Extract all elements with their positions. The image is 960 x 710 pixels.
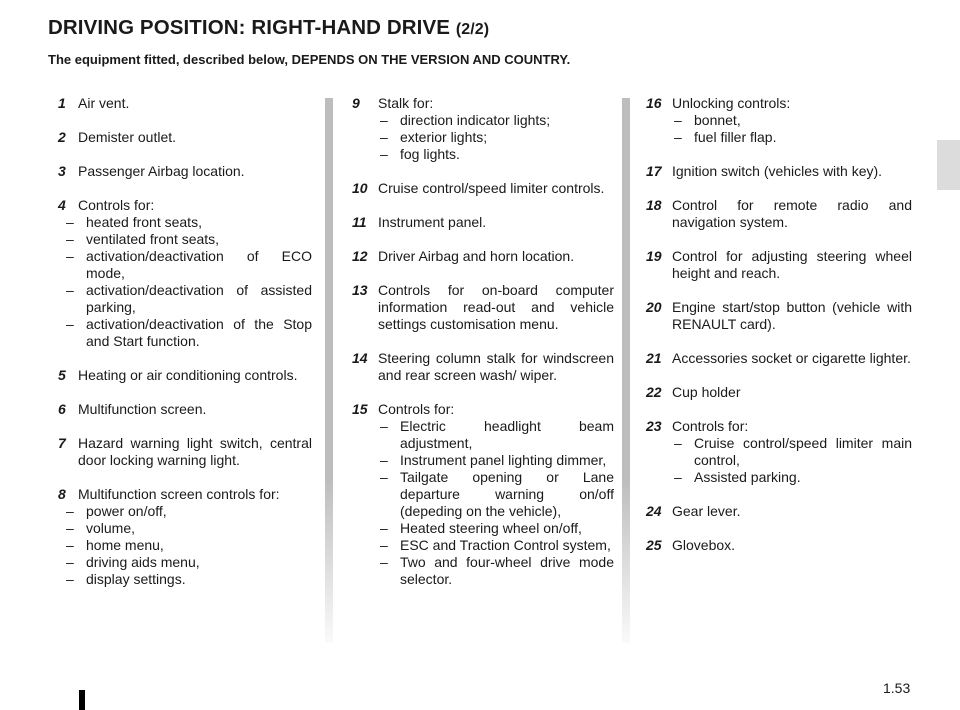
- legend-subitem-text: power on/off,: [86, 503, 167, 519]
- dash-bullet: –: [66, 248, 74, 264]
- legend-text: Driver Airbag and horn location.: [378, 248, 575, 264]
- legend-item: [646, 384, 912, 401]
- legend-subitem: [352, 554, 614, 588]
- legend-column-3: [646, 95, 912, 571]
- legend-text: Steering column stalk for windscreen and rear screen wash/ wiper.: [378, 350, 614, 383]
- legend-item: [646, 418, 912, 486]
- legend-number: 14: [352, 350, 368, 366]
- legend-subitem: [352, 520, 614, 537]
- legend-number: 5: [58, 367, 66, 383]
- legend-number: 10: [352, 180, 368, 196]
- legend-item: [58, 129, 312, 146]
- legend-text: Cup holder: [672, 384, 741, 400]
- legend-subitem-text: Two and four-wheel drive mode selector.: [400, 554, 614, 587]
- legend-subitem-text: Cruise control/speed limiter main control,: [694, 435, 912, 468]
- legend-number: 18: [646, 197, 662, 213]
- legend-subitem: [58, 231, 312, 248]
- legend-subitem-text: fog lights.: [400, 146, 460, 162]
- legend-text: Glovebox.: [672, 537, 736, 553]
- legend-item-head: [58, 367, 312, 384]
- dash-bullet: –: [66, 503, 74, 519]
- dash-bullet: –: [66, 282, 74, 298]
- legend-subitem: [58, 520, 312, 537]
- legend-text: Stalk for:: [378, 95, 434, 111]
- legend-subitem-text: Heated steering wheel on/off,: [400, 520, 582, 536]
- page-subtitle: The equipment fitted, described below, DEPENDS ON THE VERSION AND COUNTRY.: [48, 52, 571, 67]
- legend-subitem-text: fuel filler flap.: [694, 129, 777, 145]
- dash-bullet: –: [66, 214, 74, 230]
- legend-item: [352, 350, 614, 384]
- page-number: 1.53: [883, 680, 911, 696]
- legend-subitem: [58, 503, 312, 520]
- legend-subitem: [58, 248, 312, 282]
- legend-subitem-text: driving aids menu,: [86, 554, 200, 570]
- legend-number: 4: [58, 197, 66, 213]
- legend-item-head: [58, 129, 312, 146]
- legend-item-head: [646, 503, 912, 520]
- legend-item: [646, 350, 912, 367]
- legend-subitem-text: volume,: [86, 520, 136, 536]
- legend-subitem-text: activation/deactivation of ECO mode,: [86, 248, 312, 281]
- legend-number: 15: [352, 401, 368, 417]
- legend-item-head: [352, 214, 614, 231]
- legend-item: [352, 401, 614, 588]
- legend-text: Multifunction screen controls for:: [78, 486, 280, 502]
- legend-text: Ignition switch (vehicles with key).: [672, 163, 883, 179]
- dash-bullet: –: [380, 469, 388, 485]
- legend-number: 2: [58, 129, 66, 145]
- page-title: [48, 16, 489, 40]
- legend-item: [58, 367, 312, 384]
- legend-subitem: [58, 537, 312, 554]
- legend-number: 1: [58, 95, 66, 111]
- dash-bullet: –: [380, 112, 388, 128]
- legend-column-1: [58, 95, 312, 605]
- legend-item-head: [352, 248, 614, 265]
- legend-number: 9: [352, 95, 360, 111]
- legend-subitem-text: home menu,: [86, 537, 164, 553]
- legend-text: Heating or air conditioning controls.: [78, 367, 298, 383]
- column-divider-1: [325, 98, 333, 643]
- legend-subitem: [58, 554, 312, 571]
- legend-number: 6: [58, 401, 66, 417]
- legend-item-head: [352, 180, 614, 197]
- legend-item-head: [646, 384, 912, 401]
- legend-item: [352, 180, 614, 197]
- legend-subitem: [352, 418, 614, 452]
- legend-number: 7: [58, 435, 66, 451]
- legend-subitem-text: heated front seats,: [86, 214, 202, 230]
- legend-item-head: [352, 350, 614, 384]
- legend-subitem-text: Tailgate opening or Lane departure warning on/off (depeding on the vehicle),: [400, 469, 614, 519]
- dash-bullet: –: [380, 520, 388, 536]
- legend-item: [646, 537, 912, 554]
- column-divider-2: [622, 98, 630, 643]
- legend-item-head: [646, 248, 912, 282]
- legend-item-head: [58, 197, 312, 214]
- legend-subitem: [646, 112, 912, 129]
- legend-item: [646, 95, 912, 146]
- legend-text: Unlocking controls:: [672, 95, 791, 111]
- title-text: DRIVING POSITION: RIGHT-HAND DRIVE: [48, 16, 451, 39]
- legend-item-head: [646, 418, 912, 435]
- legend-item-head: [58, 435, 312, 469]
- legend-item-head: [646, 537, 912, 554]
- title-suffix: (2/2): [455, 21, 490, 38]
- legend-item: [352, 282, 614, 333]
- legend-item-head: [58, 95, 312, 112]
- dash-bullet: –: [380, 418, 388, 434]
- legend-subitem: [352, 469, 614, 520]
- legend-item-head: [646, 350, 912, 367]
- dash-bullet: –: [674, 469, 682, 485]
- dash-bullet: –: [66, 231, 74, 247]
- legend-text: Passenger Airbag location.: [78, 163, 245, 179]
- legend-subitem-text: Assisted parking.: [694, 469, 801, 485]
- legend-item: [646, 503, 912, 520]
- legend-number: 13: [352, 282, 368, 298]
- legend-text: Control for adjusting steering wheel height and reach.: [672, 248, 912, 281]
- dash-bullet: –: [674, 112, 682, 128]
- legend-subitem: [58, 282, 312, 316]
- legend-item-head: [58, 163, 312, 180]
- dash-bullet: –: [380, 554, 388, 570]
- legend-number: 24: [646, 503, 662, 519]
- legend-item-head: [646, 197, 912, 231]
- legend-subitem: [646, 469, 912, 486]
- legend-item: [646, 248, 912, 282]
- legend-item: [58, 401, 312, 418]
- dash-bullet: –: [380, 146, 388, 162]
- legend-subitem: [352, 452, 614, 469]
- legend-text: Controls for:: [78, 197, 155, 213]
- legend-subitem-text: display settings.: [86, 571, 186, 587]
- legend-subitem: [58, 316, 312, 350]
- legend-subitem-text: Electric headlight beam adjustment,: [400, 418, 614, 451]
- dash-bullet: –: [380, 129, 388, 145]
- legend-subitem: [58, 214, 312, 231]
- legend-text: Instrument panel.: [378, 214, 487, 230]
- dash-bullet: –: [66, 571, 74, 587]
- legend-text: Multifunction screen.: [78, 401, 207, 417]
- legend-text: Cruise control/speed limiter controls.: [378, 180, 605, 196]
- legend-text: Demister outlet.: [78, 129, 177, 145]
- legend-item: [352, 248, 614, 265]
- legend-number: 12: [352, 248, 368, 264]
- legend-subitem-text: activation/deactivation of assisted parking,: [86, 282, 312, 315]
- legend-text: Controls for:: [378, 401, 455, 417]
- dash-bullet: –: [66, 554, 74, 570]
- legend-item-head: [352, 95, 614, 112]
- legend-item-head: [646, 299, 912, 333]
- legend-text: Hazard warning light switch, central door locking warning light.: [78, 435, 312, 468]
- legend-subitem: [352, 537, 614, 554]
- legend-text: Accessories socket or cigarette lighter.: [672, 350, 911, 366]
- legend-text: Control for remote radio and navigation system.: [672, 197, 912, 230]
- dash-bullet: –: [674, 435, 682, 451]
- legend-item-head: [58, 486, 312, 503]
- legend-number: 25: [646, 537, 662, 553]
- legend-text: Air vent.: [78, 95, 130, 111]
- legend-subitem: [352, 146, 614, 163]
- legend-item: [58, 95, 312, 112]
- legend-number: 21: [646, 350, 662, 366]
- legend-item: [58, 163, 312, 180]
- dash-bullet: –: [66, 316, 74, 332]
- legend-subitem-text: bonnet,: [694, 112, 741, 128]
- legend-item-head: [352, 282, 614, 333]
- legend-subitem-text: Instrument panel lighting dimmer,: [400, 452, 607, 468]
- legend-subitem: [646, 129, 912, 146]
- legend-item: [58, 486, 312, 588]
- dash-bullet: –: [66, 537, 74, 553]
- legend-subitem-text: activation/deactivation of the Stop and Start function.: [86, 316, 312, 349]
- dash-bullet: –: [380, 537, 388, 553]
- legend-number: 20: [646, 299, 662, 315]
- legend-subitem: [58, 571, 312, 588]
- legend-number: 17: [646, 163, 662, 179]
- dash-bullet: –: [674, 129, 682, 145]
- legend-number: 11: [352, 214, 367, 230]
- print-mark: [79, 690, 85, 710]
- legend-text: Controls for on-board computer information read-out and vehicle settings customisation menu.: [378, 282, 614, 332]
- dash-bullet: –: [380, 452, 388, 468]
- legend-item-head: [58, 401, 312, 418]
- legend-item-head: [646, 163, 912, 180]
- legend-item: [646, 299, 912, 333]
- legend-item: [352, 214, 614, 231]
- legend-number: 23: [646, 418, 662, 434]
- legend-column-2: [352, 95, 614, 605]
- legend-number: 16: [646, 95, 662, 111]
- legend-item: [58, 197, 312, 350]
- legend-subitem: [352, 129, 614, 146]
- legend-subitem: [646, 435, 912, 469]
- legend-item: [646, 163, 912, 180]
- section-tab: [937, 140, 960, 190]
- legend-subitem-text: ESC and Traction Control system,: [400, 537, 611, 553]
- legend-number: 22: [646, 384, 662, 400]
- dash-bullet: –: [66, 520, 74, 536]
- legend-item: [646, 197, 912, 231]
- legend-number: 8: [58, 486, 66, 502]
- legend-number: 3: [58, 163, 66, 179]
- legend-text: Gear lever.: [672, 503, 741, 519]
- legend-subitem-text: exterior lights;: [400, 129, 488, 145]
- legend-text: Controls for:: [672, 418, 749, 434]
- legend-text: Engine start/stop button (vehicle with RENAULT card).: [672, 299, 912, 332]
- legend-item-head: [352, 401, 614, 418]
- legend-subitem-text: direction indicator lights;: [400, 112, 551, 128]
- legend-subitem-text: ventilated front seats,: [86, 231, 220, 247]
- legend-item: [58, 435, 312, 469]
- legend-item: [352, 95, 614, 163]
- legend-item-head: [646, 95, 912, 112]
- legend-subitem: [352, 112, 614, 129]
- legend-number: 19: [646, 248, 662, 264]
